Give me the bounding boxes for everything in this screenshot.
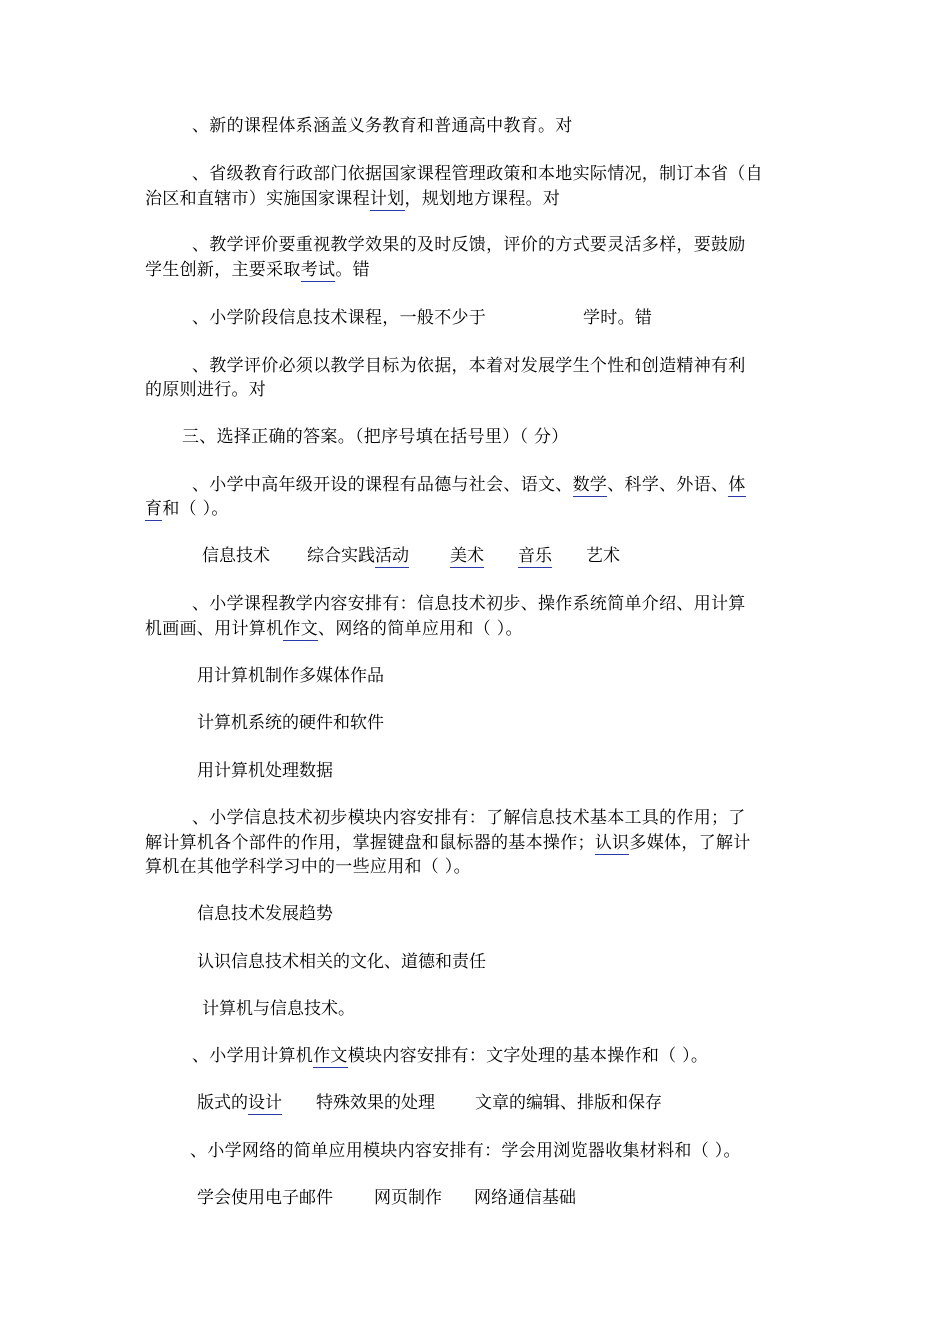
q2-text-a: 、小学课程教学内容安排有：信息技术初步、操作系统简单介绍、用计算 <box>192 594 746 614</box>
q4-text-a: 、小学用计算机 <box>192 1046 314 1066</box>
q3-option-2 <box>197 950 486 974</box>
q2-option-3 <box>197 759 333 783</box>
q3-line-1 <box>192 806 746 830</box>
q1-option-2 <box>307 544 409 568</box>
q2-option-2 <box>197 711 384 735</box>
link-renshi[interactable]: 认识 <box>594 833 630 853</box>
q4-option-2-text: 特殊效果的处理 <box>316 1093 435 1113</box>
q3-text-b: 解计算机各个部件的作用，掌握键盘和鼠标器的基本操作； <box>145 833 595 853</box>
q3-text-a: 、小学信息技术初步模块内容安排有：了解信息技术基本工具的作用；了 <box>192 808 746 828</box>
judgment-5-line-1 <box>192 354 746 378</box>
q2-text-c: 、网络的简单应用和（ ）。 <box>318 619 523 639</box>
q1-text-a: 、小学中高年级开设的课程有品德与社会、语文、 <box>192 475 573 495</box>
q1-line-2 <box>145 497 229 521</box>
q4-text-b: 模块内容安排有：文字处理的基本操作和（ ）。 <box>347 1046 709 1066</box>
judgment-1-text: 、新的课程体系涵盖义务教育和普通高中教育。对 <box>192 116 573 136</box>
judgment-4 <box>192 306 486 330</box>
q2-line-1 <box>192 592 746 616</box>
judgment-2-text-b: 治区和直辖市）实施国家课程 <box>145 189 370 209</box>
link-shuxue[interactable]: 数学 <box>572 475 608 495</box>
q5-option-3-text: 网络通信基础 <box>474 1188 576 1208</box>
q3-line-3 <box>145 855 471 879</box>
section-3-heading-text: 三、选择正确的答案。（把序号填在括号里）（ 分） <box>182 427 569 447</box>
judgment-2-line-1 <box>192 162 763 186</box>
q2-text-b: 机画画、用计算机 <box>145 619 284 639</box>
link-meishu[interactable]: 美术 <box>450 546 484 566</box>
q4-option-1 <box>197 1091 282 1115</box>
q3-option-2-text: 认识信息技术相关的文化、道德和责任 <box>197 952 486 972</box>
judgment-5-text-b: 的原则进行。对 <box>145 380 267 400</box>
link-zuowen[interactable]: 作文 <box>283 619 319 639</box>
judgment-5-text-a: 、教学评价必须以教学目标为依据，本着对发展学生个性和创造精神有利 <box>192 356 746 376</box>
judgment-4-text-a: 、小学阶段信息技术课程，一般不少于 <box>192 308 487 328</box>
judgment-3-text-a: 、教学评价要重视教学效果的及时反馈，评价的方式要灵活多样，要鼓励 <box>192 235 746 255</box>
link-kaoshi[interactable]: 考试 <box>300 260 336 280</box>
q4-option-1-text: 版式的 <box>197 1093 248 1113</box>
link-huodong[interactable]: 活动 <box>375 546 409 566</box>
judgment-3-line-2 <box>145 258 370 282</box>
q1-option-5-text: 艺术 <box>586 546 620 566</box>
q2-option-1-text: 用计算机制作多媒体作品 <box>197 666 384 686</box>
q1-option-1 <box>202 544 270 568</box>
link-jihua[interactable]: 计划 <box>369 189 405 209</box>
judgment-2-text-c: ，规划地方课程。对 <box>404 189 561 209</box>
q1-option-3 <box>450 544 484 568</box>
q3-option-1-text: 信息技术发展趋势 <box>197 904 333 924</box>
q5-option-2-text: 网页制作 <box>374 1188 442 1208</box>
q2-line-2 <box>145 617 523 641</box>
q5-option-1-text: 学会使用电子邮件 <box>197 1188 333 1208</box>
link-sheji[interactable]: 设计 <box>248 1093 282 1113</box>
q4-option-2 <box>316 1091 435 1115</box>
judgment-4-tail <box>583 306 652 330</box>
q3-text-d: 算机在其他学科学习中的一些应用和（ ）。 <box>145 857 471 877</box>
judgment-3-text-b: 学生创新，主要采取 <box>145 260 301 280</box>
q1-option-4 <box>518 544 552 568</box>
q1-option-2-text: 综合实践 <box>307 546 375 566</box>
q2-option-2-text: 计算机系统的硬件和软件 <box>197 713 384 733</box>
q2-option-1 <box>197 664 384 688</box>
q1-text-b: 、科学、外语、 <box>607 475 729 495</box>
judgment-3-line-1 <box>192 233 746 257</box>
q1-option-1-text: 信息技术 <box>202 546 270 566</box>
q5-option-3 <box>474 1186 576 1210</box>
q5-line <box>190 1139 741 1163</box>
q3-line-2 <box>145 831 751 855</box>
q5-option-1 <box>197 1186 333 1210</box>
judgment-2-line-2 <box>145 187 560 211</box>
q1-text-c: 和（ ）。 <box>162 499 229 519</box>
q4-option-3-text: 文章的编辑、排版和保存 <box>475 1093 662 1113</box>
q1-option-5 <box>586 544 620 568</box>
q4-line <box>192 1044 708 1068</box>
link-yinyue[interactable]: 音乐 <box>518 546 552 566</box>
section-3-heading <box>182 425 569 449</box>
q3-text-c: 多媒体，了解计 <box>629 833 751 853</box>
link-zuowen-2[interactable]: 作文 <box>313 1046 348 1066</box>
q1-line-1 <box>192 473 746 497</box>
link-tiyu-part-2[interactable]: 育 <box>145 499 163 519</box>
q3-option-1 <box>197 902 333 926</box>
link-tiyu-part-1[interactable]: 体 <box>728 475 746 495</box>
q4-option-3 <box>475 1091 662 1115</box>
judgment-5-line-2 <box>145 378 266 402</box>
q2-option-3-text: 用计算机处理数据 <box>197 761 333 781</box>
q5-option-2 <box>374 1186 442 1210</box>
judgment-3-text-c: 。错 <box>335 260 370 280</box>
judgment-2-text-a: 、省级教育行政部门依据国家课程管理政策和本地实际情况，制订本省（自 <box>192 164 763 184</box>
q5-text: 、小学网络的简单应用模块内容安排有：学会用浏览器收集材料和（ ）。 <box>190 1141 741 1161</box>
q3-option-3 <box>202 997 355 1021</box>
q3-option-3-text: 计算机与信息技术。 <box>202 999 355 1019</box>
judgment-4-text-gap: 学时。错 <box>583 308 653 328</box>
judgment-1 <box>192 114 573 138</box>
